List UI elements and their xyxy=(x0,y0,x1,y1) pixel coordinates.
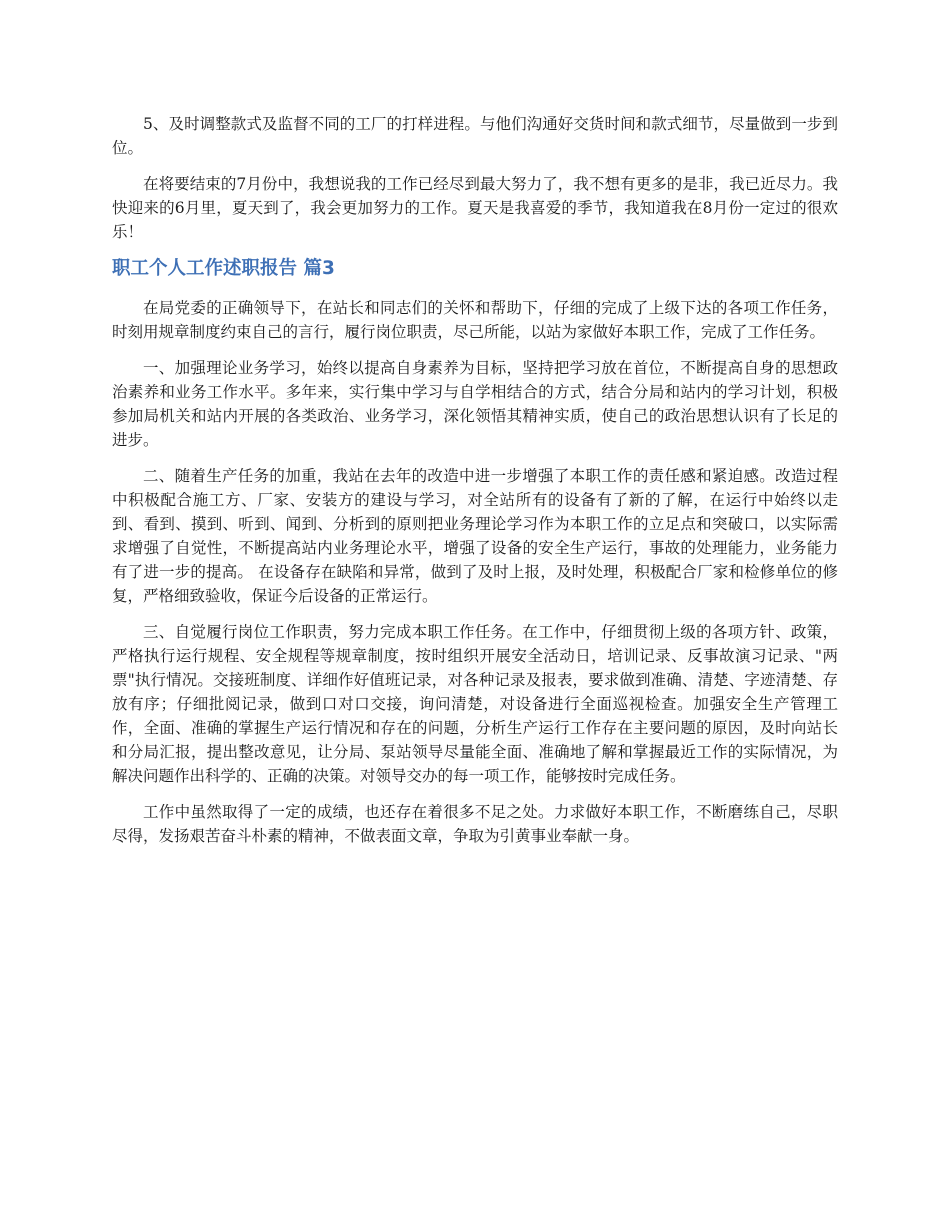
document-page xyxy=(112,112,838,860)
section-paragraph-4: 三、自觉履行岗位工作职责，努力完成本职工作任务。在工作中，仔细贯彻上级的各项方针、政策，严格执行运行规程、安全规程等规章制度，按时组织开展安全活动日，培训记录、反事故演习记录、"两票"执行情况。交接班制度、详细作好值班记录，对各种记录及报表，要求做到准确、清楚、字迹清楚、存放有序；仔细批阅记录，做到口对口交接，询问清楚，对设备进行全面巡视检查。加强安全生产管理工作，全面、准确的掌握生产运行情况和存在的问题，分析生产运行工作存在主要问题的原因，及时向站长和分局汇报，提出整改意见，让分局、泵站领导尽量能全面、准确地了解和掌握最近工作的实际情况，为解决问题作出科学的、正确的决策。对领导交办的每一项工作，能够按时完成任务。 xyxy=(112,623,838,785)
section-heading: 职工个人工作述职报告 篇3 xyxy=(112,258,335,279)
section-paragraph-2: 一、加强理论业务学习，始终以提高自身素养为目标，坚持把学习放在首位，不断提高自身的思想政治素养和业务工作水平。多年来，实行集中学习与自学相结合的方式，结合分局和站内的学习计划，积极参加局机关和站内开展的各类政治、业务学习，深化领悟其精神实质，使自己的政治思想认识有了长足的进步。 xyxy=(112,359,838,449)
section-paragraph-1: 在局党委的正确领导下，在站长和同志们的关怀和帮助下，仔细的完成了上级下达的各项工作任务，时刻用规章制度约束自己的言行，履行岗位职责，尽己所能，以站为家做好本职工作，完成了工作任务。 xyxy=(112,299,838,341)
section-paragraph-5: 工作中虽然取得了一定的成绩，也还存在着很多不足之处。力求做好本职工作，不断磨练自己，尽职尽得，发扬艰苦奋斗朴素的精神，不做表面文章，争取为引黄事业奉献一身。 xyxy=(112,803,838,845)
intro-paragraph-2: 在将要结束的7月份中，我想说我的工作已经尽到最大努力了，我不想有更多的是非，我已近尽力。我快迎来的6月里，夏天到了，我会更加努力的工作。夏天是我喜爱的季节，我知道我在8月份一定过的很欢乐！ xyxy=(112,175,838,241)
intro-paragraph-1: 5、及时调整款式及监督不同的工厂的打样进程。与他们沟通好交货时间和款式细节，尽量做到一步到位。 xyxy=(112,115,838,157)
section-paragraph-3: 二、随着生产任务的加重，我站在去年的改造中进一步增强了本职工作的责任感和紧迫感。改造过程中积极配合施工方、厂家、安装方的建设与学习，对全站所有的设备有了新的了解，在运行中始终以走到、看到、摸到、听到、闻到、分析到的原则把业务理论学习作为本职工作的立足点和突破口，以实际需求增强了自觉性，不断提高站内业务理论水平，增强了设备的安全生产运行，事故的处理能力，业务能力有了进一步的提高。 在设备存在缺陷和异常，做到了及时上报，及时处理，积极配合厂家和检修单位的修复，严格细致验收，保证今后设备的正常运行。 xyxy=(112,467,838,605)
